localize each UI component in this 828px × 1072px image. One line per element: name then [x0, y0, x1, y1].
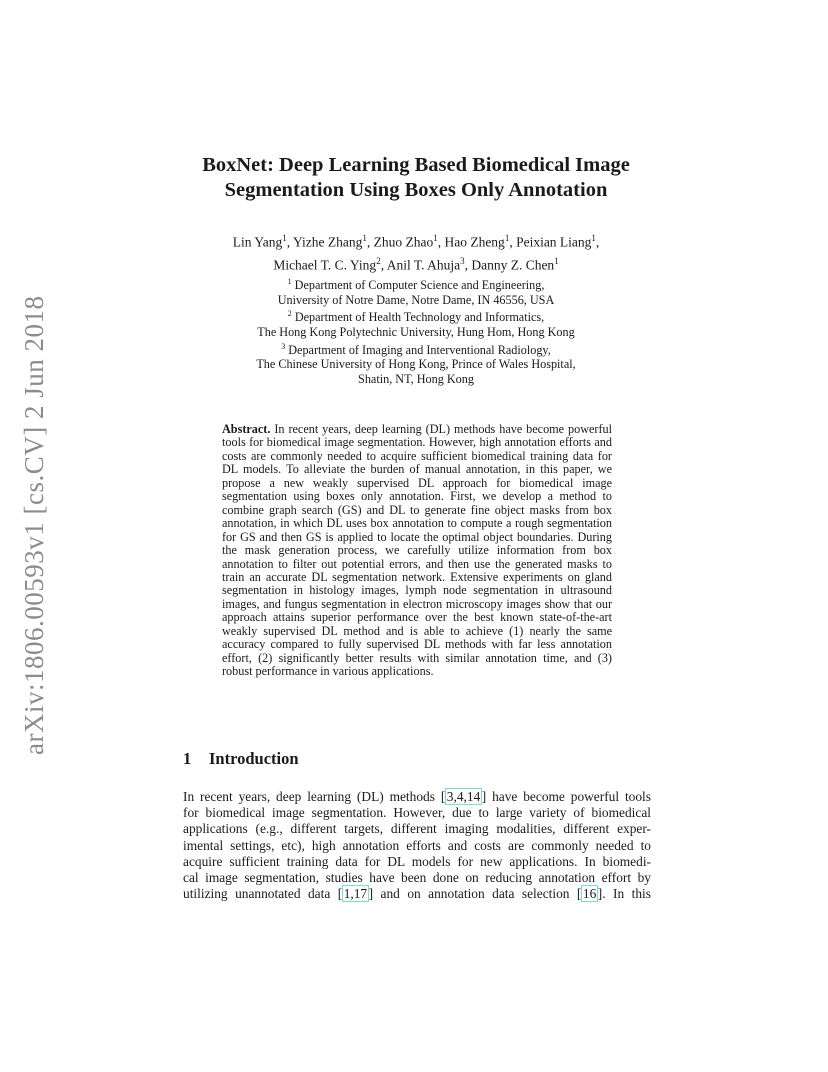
- author-name: Hao Zheng: [444, 234, 505, 250]
- author-name: Lin Yang: [232, 234, 283, 250]
- affiliation-text: Department of Computer Science and Engineering,: [294, 278, 545, 293]
- citation-link[interactable]: 1,17: [343, 886, 368, 902]
- author-name: Michael T. C. Ying: [273, 257, 377, 272]
- affiliation-line: [150, 340, 682, 358]
- intro-line: applications (e.g., different targets, different imaging modalities, different exper-: [183, 821, 651, 837]
- affiliation-text: University of Notre Dame, Notre Dame, IN 46556, USA: [277, 292, 555, 307]
- intro-line: In recent years, deep learning (DL) methods [ 3,4,14 ] have become powerful tools: [183, 789, 651, 804]
- affiliation-line: [150, 372, 682, 387]
- affiliation-line: [150, 357, 682, 372]
- section-title: Introduction: [209, 749, 299, 768]
- affiliation-line: [150, 293, 682, 308]
- affiliation-text: The Chinese University of Hong Kong, Prince of Wales Hospital,: [256, 357, 576, 372]
- affiliations: [150, 275, 682, 386]
- introduction-paragraph: [183, 789, 651, 902]
- author-affiliation-mark: 1: [433, 233, 438, 243]
- affiliation-line: [150, 275, 682, 293]
- paper-title: [140, 153, 692, 203]
- author-name: Danny Z. Chen: [471, 257, 555, 272]
- intro-line: acquire sufficient training data for DL models for new applications. In biomedi-: [183, 853, 651, 869]
- affiliation-text: Department of Health Technology and Informatics,: [294, 310, 545, 325]
- title-line-1: BoxNet: Deep Learning Based Biomedical Image: [202, 154, 630, 176]
- title-line-2: Segmentation Using Boxes Only Annotation: [224, 179, 608, 201]
- author-name: Yizhe Zhang: [292, 234, 363, 250]
- intro-line: cal image segmentation, studies have been done on reducing annotation effort by: [183, 870, 651, 886]
- affiliation-text: Department of Imaging and Interventional Radiology,: [288, 342, 551, 357]
- author-name: Anil T. Ahuja: [386, 257, 461, 272]
- citation-link[interactable]: 16: [582, 886, 597, 902]
- affiliation-mark: 3: [281, 341, 286, 351]
- affiliation-line: [150, 307, 682, 325]
- author-affiliation-mark: 1: [591, 233, 596, 243]
- author-affiliation-mark: 3: [460, 255, 465, 266]
- abstract: [222, 423, 612, 679]
- affiliation-mark: 1: [287, 277, 292, 286]
- author-affiliation-mark: 2: [376, 255, 381, 266]
- author-affiliation-mark: 1: [362, 233, 367, 243]
- intro-line: imental settings, etc), high annotation efforts and costs are commonly needed to: [183, 837, 651, 853]
- intro-line: utilizing unannotated data [ 1,17 ] and on annotation data selection [ 16 ]. In this: [183, 886, 651, 902]
- affiliation-text: Shatin, NT, Hong Kong: [358, 371, 474, 386]
- abstract-body: In recent years, deep learning (DL) methods have become powerful tools for biomedical image segmentation. However, high annotation efforts and costs are commonly needed to acquire sufficient biomedical training data for DL models. To alleviate the burden of manual annotation, in this paper, we propose a new weakly supervised DL approach for biomedical image segmentation using boxes only annotation. First, we develop a method to combine graph search (GS) and DL to generate fine object masks from box annotation, in which DL uses box annotation to compute a rough segmentation for GS and then GS is applied to locate the optimal object boundaries. During the mask generation process, we carefully utilize information from box annotation to filter out potential errors, and then use the generated masks to train an accurate DL segmentation network. Extensive experiments on gland segmentation in histology images, lymph node segmentation in ultrasound images, and fungus segmentation in electron microscopy images show that our approach attains superior performance over the best known state-of-the-art weakly supervised DL method and is able to achieve (1) nearly the same accuracy compared to fully supervised DL methods with far less annotation effort, (2) significantly better results with similar annotation time, and (3) robust performance in various applications.: [222, 422, 613, 679]
- section-number: 1: [183, 749, 192, 768]
- author-affiliation-mark: 1: [554, 255, 559, 266]
- author-name: Peixian Liang: [516, 234, 592, 250]
- affiliation-line: [150, 325, 682, 340]
- affiliation-mark: 2: [287, 309, 292, 319]
- author-affiliation-mark: 1: [282, 233, 287, 243]
- intro-line: for biomedical image segmentation. However, due to large variety of biomedical: [183, 805, 651, 821]
- arxiv-identifier-stamp: arXiv:1806.00593v1 [cs.CV] 2 Jun 2018: [19, 295, 49, 755]
- citation-link[interactable]: 3,4,14: [446, 789, 481, 804]
- author-affiliation-mark: 1: [504, 233, 510, 243]
- section-heading: [183, 749, 299, 769]
- author-list: Lin Yang$^1$, Yizhe Zhang$^1$, Zhuo Zhao$^1$, Hao Zheng$^1$, Peixian Liang$^1$, Michael T. C. Ying$^2$, Anil T. Ahuja$^3$, Danny Z. Chen$^1$: [232, 233, 600, 272]
- affiliation-text: The Hong Kong Polytechnic University, Hung Hom, Hong Kong: [257, 324, 575, 339]
- author-name: Zhuo Zhao: [373, 234, 434, 250]
- abstract-label: Abstract.: [222, 422, 271, 436]
